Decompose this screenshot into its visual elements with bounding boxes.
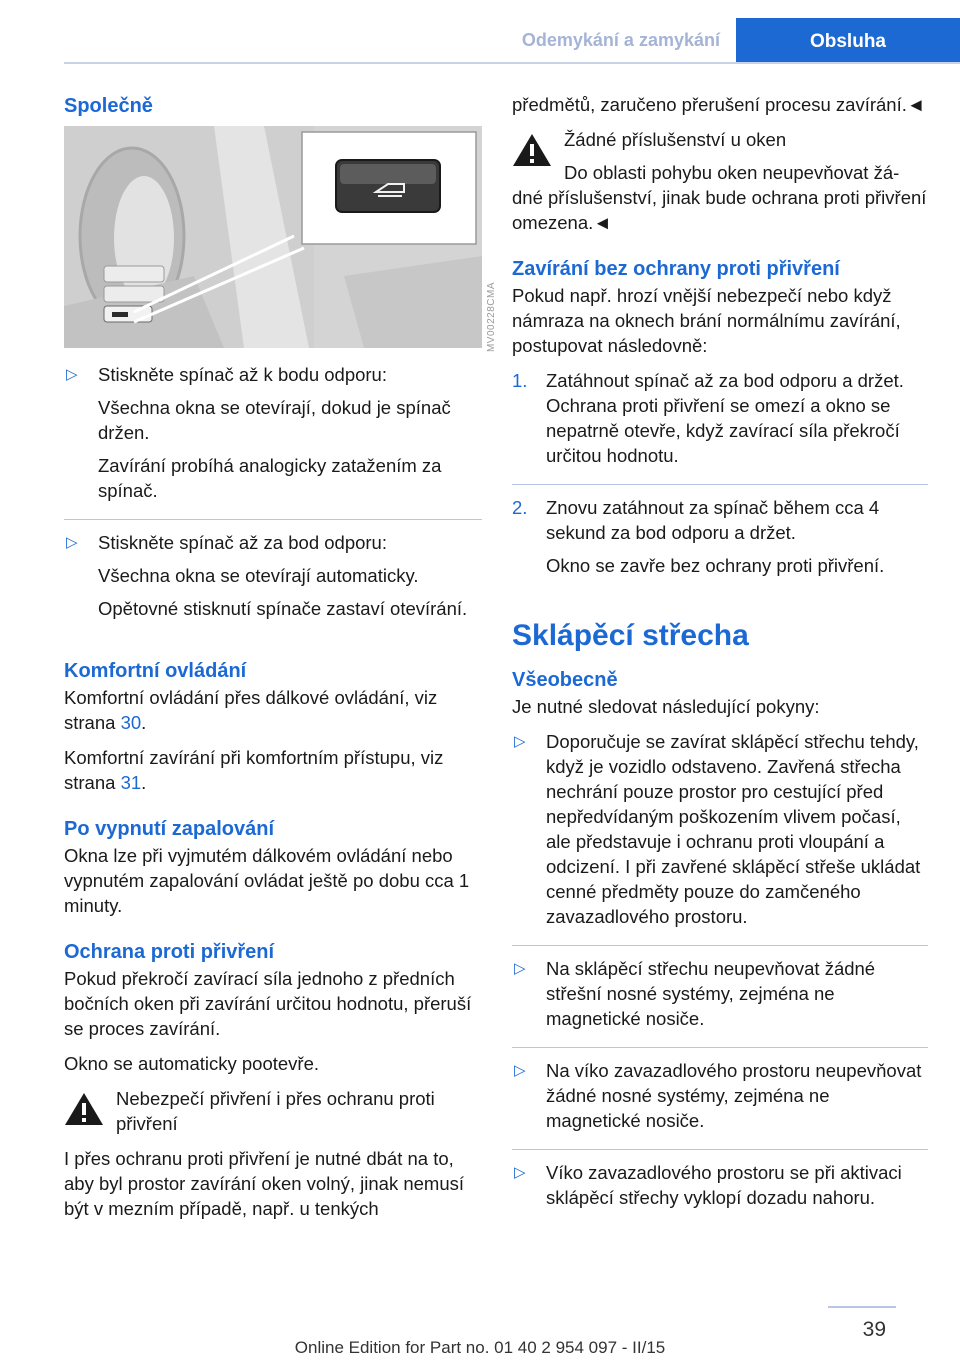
ochrana-text-1: Pokud překročí zavírací síla jednoho z předních bočních oken při zavírání určitou hodnotu, přeruší se proces zavírání. bbox=[64, 968, 472, 1039]
closing-steps-list bbox=[512, 368, 928, 594]
warning-pinch-title: Nebezpečí přivření i přes ochranu proti přivření bbox=[116, 1088, 435, 1134]
heading-komfort: Komfortní ovládání bbox=[64, 660, 247, 682]
heading-spolecne: Společně bbox=[64, 95, 153, 117]
step-number: 2. bbox=[512, 497, 528, 518]
page-link-30[interactable]: 30 bbox=[120, 712, 142, 733]
list-item: 2. Znovu zatáhnout za spínač během cca 4 sekund za bod odporu a držet. Okno se zavře bez ochrany proti přivření. bbox=[512, 497, 885, 576]
list-item: ▷ Stiskněte spínač až k bodu odporu: Všechna okna se otevírají, dokud je spínač držen. Zavírání probíhá analogicky zatažením za spínač. bbox=[64, 362, 482, 520]
page-number: 39 bbox=[862, 1318, 886, 1341]
list-item: 1. Zatáhnout spínač až za bod odporu a držet. Ochrana proti přivření se omezí a okno se nepatrně otevře, když zavírací síla překročí určitou hodnotu. bbox=[512, 368, 928, 485]
header-section-title: Odemykání a zamykání bbox=[521, 30, 720, 50]
warning-triangle-icon bbox=[64, 1092, 104, 1126]
heading-po-vypnuti: Po vypnutí zapalování bbox=[64, 818, 275, 840]
warning-accessories-first: Do oblasti pohybu oken neupevňovat žá- bbox=[564, 162, 900, 183]
list-item: ▷ Na sklápěcí střechu neupevňovat žádné střešní nosné systémy, zejména ne magnetické nosiče. bbox=[512, 956, 928, 1048]
triangle-bullet-icon: ▷ bbox=[66, 534, 78, 551]
list-item: ▷ Víko zavazadlového prostoru se při aktivaci sklápěcí střechy vyklopí dozadu nahoru. bbox=[514, 1162, 902, 1208]
triangle-bullet-icon: ▷ bbox=[514, 733, 526, 750]
heading-bez-ochrany: Zavírání bez ochrany proti přivření bbox=[512, 258, 840, 280]
komfort-remote-text: Komfortní ovládání přes dálkové ovládání, viz strana 30. bbox=[64, 687, 438, 733]
warning-accessories-title: Žádné příslušenství u oken bbox=[564, 129, 787, 150]
triangle-bullet-icon: ▷ bbox=[514, 1164, 526, 1181]
heading-vseobecne: Všeobecně bbox=[512, 669, 618, 691]
heading-ochrana: Ochrana proti přivření bbox=[64, 941, 275, 963]
warning-pinch-continued: předmětů, zaručeno přerušení procesu zavírání.◄ bbox=[512, 94, 926, 115]
left-column bbox=[64, 92, 482, 1231]
page-number-rule bbox=[828, 1306, 896, 1308]
right-column bbox=[512, 92, 928, 1238]
sklapeci-intro: Je nutné sledovat následující pokyny: bbox=[512, 696, 820, 717]
page-link-31[interactable]: 31 bbox=[120, 772, 142, 793]
roof-notes-list bbox=[512, 729, 928, 1226]
switch-instructions-list bbox=[64, 362, 482, 637]
figure-code: MV00228CMA bbox=[486, 282, 497, 353]
po-vypnuti-text: Okna lze při vyjmutém dálkovém ovládání nebo vypnutém zapalování ovládat ještě po dobu cca 1 minuty. bbox=[64, 845, 470, 916]
door-panel-illustration bbox=[64, 126, 482, 348]
warning-accessories-rest: dné příslušenství, jinak bude ochrana proti přivření omezena.◄ bbox=[512, 187, 927, 233]
warning-triangle-icon bbox=[512, 133, 552, 167]
warning-accessories bbox=[512, 127, 928, 235]
footer-edition: Online Edition for Part no. 01 40 2 954 097 - II/15 bbox=[294, 1338, 666, 1357]
list-item: ▷ Doporučuje se zavírat sklápěcí střechu tehdy, když je vozidlo odstaveno. Zavřená střecha nechrání pouze prostor pro cestující před nepředvídaným poškozením vlivem počasí, ale představuje i ochranu proti vloupání a odcizení. I při zavřené sklápěcí střeše ukládat cenné předměty pouze do zamčeného zavazadlového prostoru. bbox=[512, 729, 928, 946]
triangle-bullet-icon: ▷ bbox=[514, 1062, 526, 1079]
list-item: ▷ Na víko zavazadlového prostoru neupevňovat žádné nosné systémy, zejména ne magnetické nosiče. bbox=[512, 1058, 928, 1150]
header-rule bbox=[64, 62, 960, 64]
warning-pinch-body: I přes ochranu proti přivření je nutné dbát na to, aby byl prostor zavírání oken volný, jinak nemusí být v mezním případě, např. u tenkých bbox=[64, 1148, 464, 1219]
step-number: 1. bbox=[512, 370, 528, 391]
bez-ochrany-text: Pokud např. hrozí vnější nebezpečí nebo když námraza na oknech brání normálnímu zavírání, postupovat následovně: bbox=[512, 285, 901, 356]
warning-pinch bbox=[64, 1086, 482, 1221]
window-switch-figure bbox=[64, 126, 482, 348]
list-item: ▷ Stiskněte spínač až za bod odporu: Všechna okna se otevírají automaticky. Opětovné stisknutí spínače zastaví otevírání. bbox=[66, 532, 468, 619]
triangle-bullet-icon: ▷ bbox=[514, 960, 526, 977]
heading-sklapeci-strecha: Sklápěcí střecha bbox=[512, 619, 749, 652]
triangle-bullet-icon: ▷ bbox=[66, 366, 78, 383]
ochrana-text-2: Okno se automaticky pootevře. bbox=[64, 1053, 320, 1074]
komfort-access-text: Komfortní zavírání při komfortním přístupu, viz strana 31. bbox=[64, 747, 444, 793]
header-chapter-tab: Obsluha bbox=[736, 18, 960, 62]
